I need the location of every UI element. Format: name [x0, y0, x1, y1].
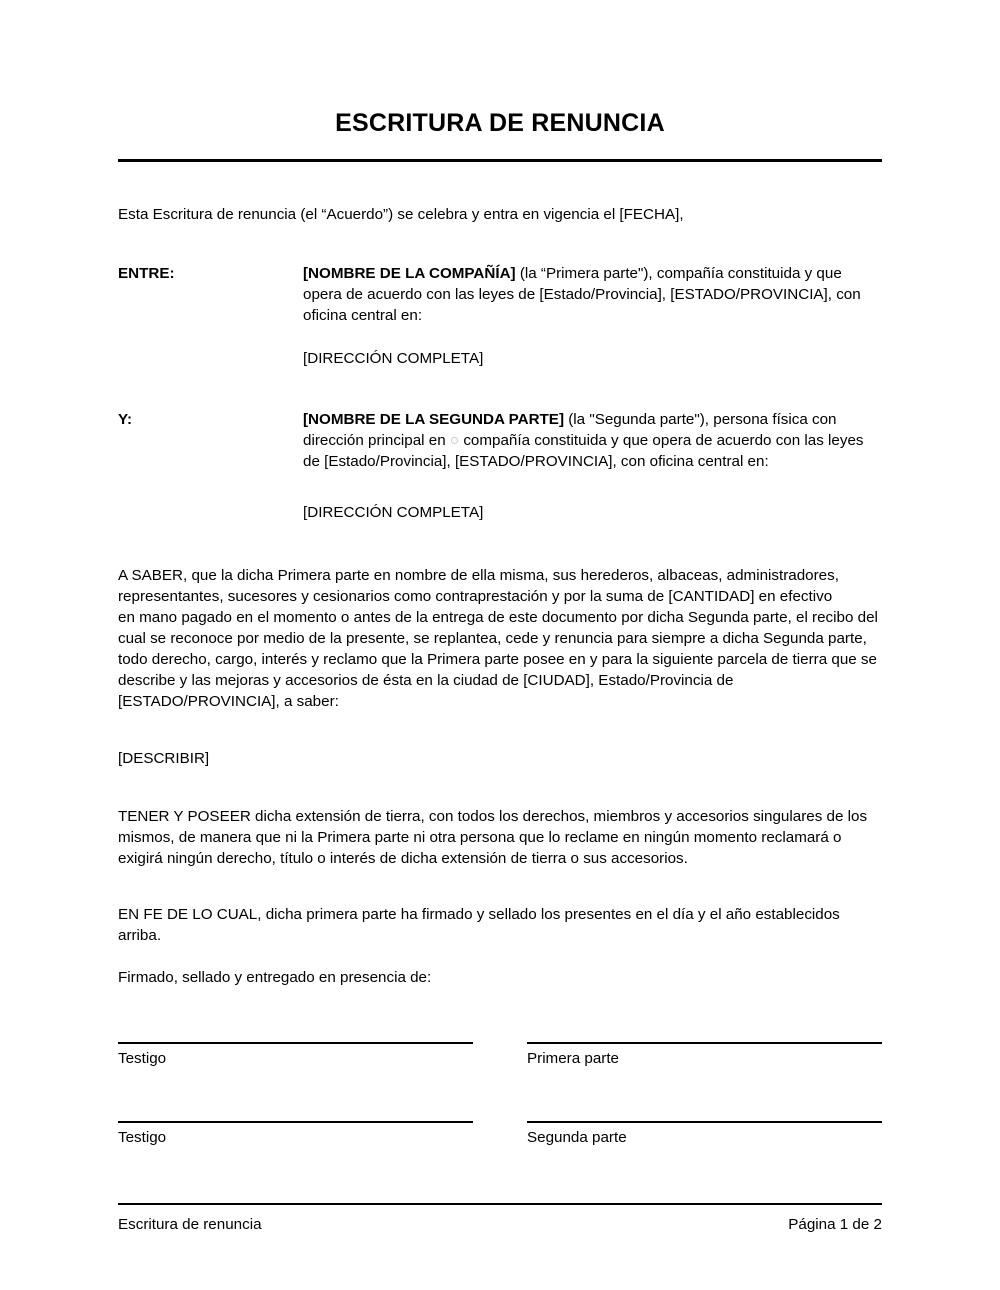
spacer [118, 162, 882, 184]
consideration-paragraph-part2: en mano pagado en el momento o antes de la entrega de este documento por dicha Segunda parte, el recibo del cual se reconoce por medio de la presente, se replantea, cede y renuncia para siempre a dicha Segunda parte, todo derecho, cargo, interés y reclamo que la Primera parte posee en y para la siguiente parcela de tierra que se describe y las mejoras y accesorios de ésta en la ciudad de [CIUDAD], Estado/Provincia de [ESTADO/PROVINCIA], a saber: [118, 608, 878, 710]
party-name-first: [NOMBRE DE LA COMPAÑÍA] [303, 264, 516, 282]
habendum-paragraph-part2: exigirá ningún derecho, título o interés de dicha extensión de tierra o sus accesorios. [118, 849, 688, 867]
spacer [118, 326, 882, 348]
circle-placeholder-icon: ○ [449, 431, 460, 449]
describe-placeholder: [DESCRIBIR] [118, 749, 210, 767]
witness-intro: Firmado, sellado y entregado en presencia de: [118, 968, 432, 986]
footer-document-name: Escritura de renuncia [118, 1216, 262, 1233]
party-label-entre: ENTRE: [118, 264, 175, 282]
intro-paragraph: Esta Escritura de renuncia (el “Acuerdo”) se celebra y entra en vigencia el [FECHA], [118, 205, 684, 223]
consideration-paragraph-part1: A SABER, que la dicha Primera parte en nombre de ella misma, sus herederos, albaceas, administradores, representantes, sucesores y cesionarios como contraprestación y por la suma de [CANTIDAD] en efectivo [118, 566, 839, 605]
party-name-second: [NOMBRE DE LA SEGUNDA PARTE] [303, 410, 564, 428]
signature-block-witness-1 [118, 1042, 473, 1069]
document-content [118, 0, 882, 1148]
party-address-row-second [118, 502, 882, 523]
signature-block-witness-2 [118, 1121, 473, 1148]
signature-label: Primera parte [527, 1049, 620, 1067]
signature-row [118, 1121, 882, 1148]
signature-block-first-party [527, 1042, 882, 1069]
party-address-row-first [118, 348, 882, 369]
party-address-second: [DIRECCIÓN COMPLETA] [303, 503, 484, 521]
signature-label: Testigo [118, 1128, 167, 1146]
signature-label: Segunda parte [527, 1128, 627, 1146]
party-description-first: (la “Primera parte"), compañía constituida y que opera de acuerdo con las leyes de [Estado/Provincia], [ESTADO/PROVINCIA], con oficina central en: [303, 264, 861, 324]
party-label-y: Y: [118, 410, 133, 428]
signature-label: Testigo [118, 1049, 167, 1067]
party-body-second [303, 409, 882, 472]
party-description-second-pre: (la "Segunda parte"), persona física con dirección principal en [303, 410, 837, 449]
party-address-first: [DIRECCIÓN COMPLETA] [303, 349, 484, 367]
attestation-paragraph: EN FE DE LO CUAL, dicha primera parte ha firmado y sellado los presentes en el día y el año establecidos arriba. [118, 905, 840, 944]
page-footer [118, 1203, 882, 1235]
footer-row [118, 1205, 882, 1235]
footer-page-number: Página 1 de 2 [788, 1216, 882, 1233]
page-title: ESCRITURA DE RENUNCIA [335, 109, 665, 137]
signature-row [118, 1042, 882, 1069]
signature-block-second-party [527, 1121, 882, 1148]
party-block-first [118, 263, 882, 326]
party-body-first [303, 263, 882, 326]
party-block-second [118, 409, 882, 472]
party-description-second-post: compañía constituida y que opera de acuerdo con las leyes de [Estado/Provincia], [ESTADO/PROVINCIA], con oficina central en: [303, 431, 864, 470]
habendum-paragraph-part1: TENER Y POSEER dicha extensión de tierra, con todos los derechos, miembros y accesorios singulares de los mismos, de manera que ni la Primera parte ni otra persona que lo reclame en ningún momento reclamará o [118, 807, 868, 846]
